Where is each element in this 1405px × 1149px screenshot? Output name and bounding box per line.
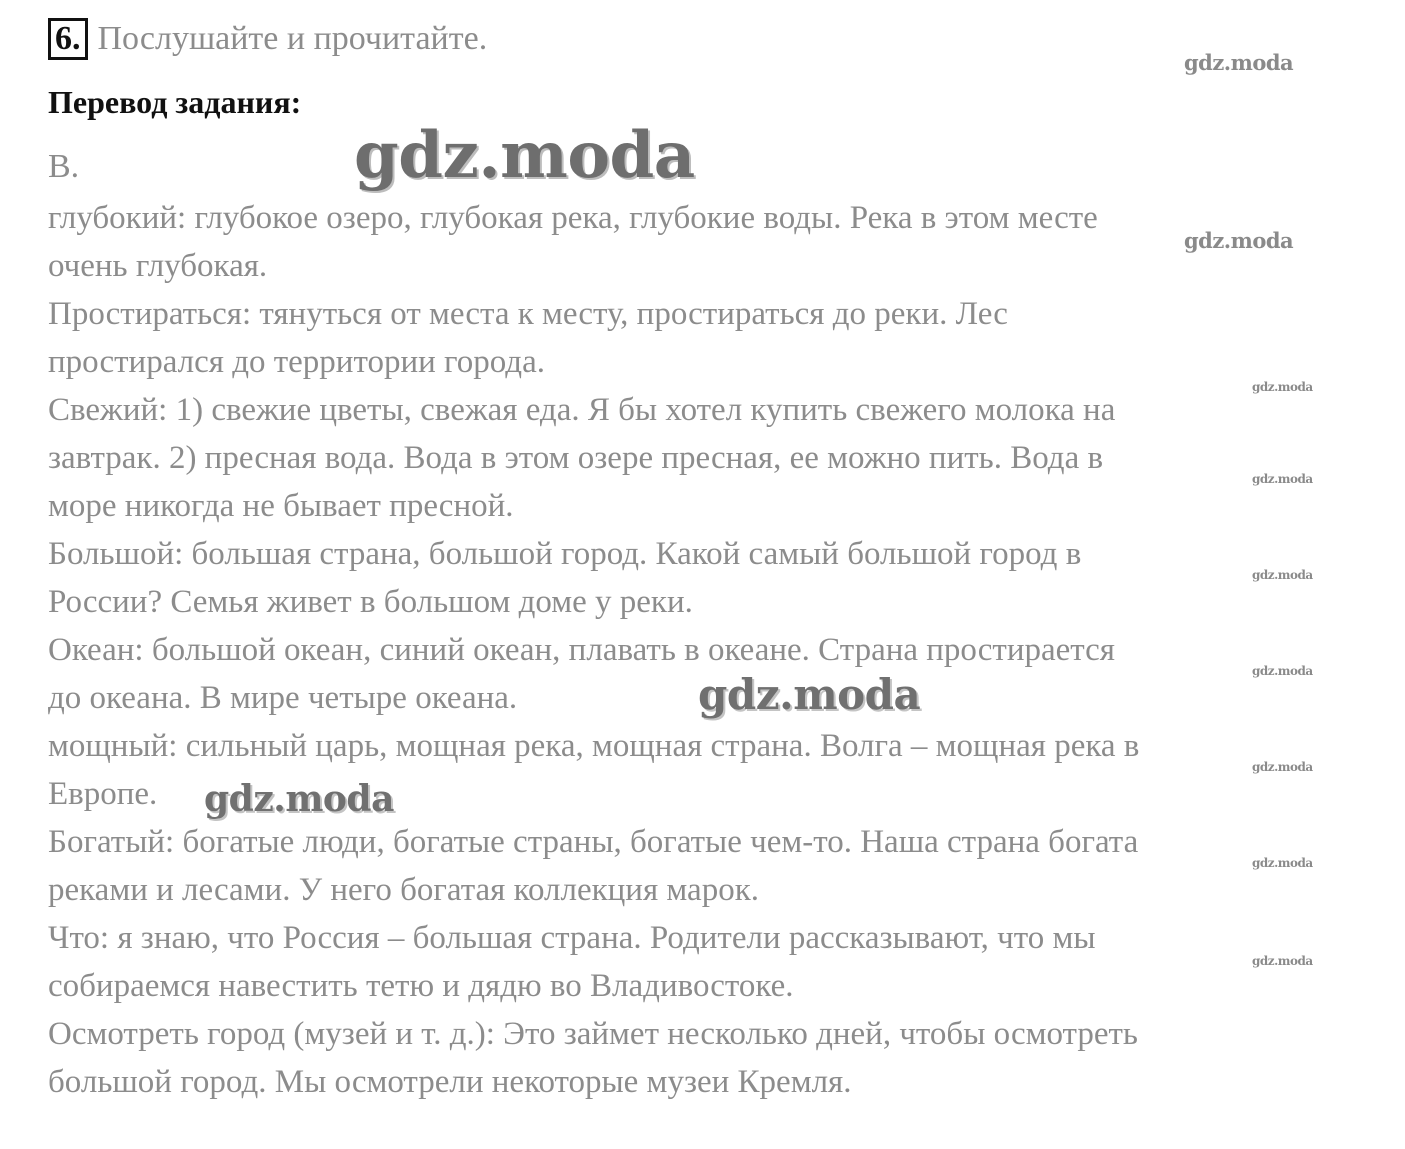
watermark: gdz.moda	[1252, 856, 1313, 870]
watermark: gdz.moda	[1252, 664, 1313, 678]
text-line: мощный: сильный царь, мощная река, мощная страна. Волга – мощная река в	[48, 728, 1140, 764]
task-header	[48, 17, 487, 61]
text-line: до океана. В мире четыре океана.	[48, 680, 518, 716]
text-line: Большой: большая страна, большой город. Какой самый большой город в	[48, 536, 1082, 572]
watermark: gdz.moda	[1252, 380, 1313, 394]
text-line: Что: я знаю, что Россия – большая страна. Родители рассказывают, что мы	[48, 920, 1096, 956]
watermark: gdz.moda	[698, 670, 921, 719]
watermark: gdz.moda	[1184, 228, 1294, 253]
watermark: gdz.moda	[1184, 50, 1294, 75]
text-line: Богатый: богатые люди, богатые страны, богатые чем-то. Наша страна богата	[48, 824, 1139, 860]
task-title: Послушайте и прочитайте.	[97, 20, 488, 57]
watermark: gdz.moda	[1252, 760, 1313, 774]
task-number: 6.	[48, 18, 88, 60]
text-line: Простираться: тянуться от места к месту, простираться до реки. Лес	[48, 296, 1008, 332]
text-line: собираемся навестить тетю и дядю во Владивостоке.	[48, 968, 794, 1004]
body-text	[48, 194, 1368, 1106]
text-line: Свежий: 1) свежие цветы, свежая еда. Я бы хотел купить свежего молока на	[48, 392, 1116, 428]
text-line: завтрак. 2) пресная вода. Вода в этом озере пресная, ее можно пить. Вода в	[48, 440, 1104, 476]
text-line: реками и лесами. У него богатая коллекция марок.	[48, 872, 759, 908]
text-line: большой город. Мы осмотрели некоторые музеи Кремля.	[48, 1064, 852, 1100]
text-line: очень глубокая.	[48, 248, 268, 284]
text-line: глубокий: глубокое озеро, глубокая река, глубокие воды. Река в этом месте	[48, 200, 1098, 236]
section-label: В.	[48, 148, 80, 185]
watermark: gdz.moda	[1252, 954, 1313, 968]
text-line: море никогда не бывает пресной.	[48, 488, 514, 524]
text-line: Европе.	[48, 776, 158, 812]
watermark: gdz.moda	[354, 118, 695, 193]
text-line: Океан: большой океан, синий океан, плавать в океане. Страна простирается	[48, 632, 1115, 668]
text-line: простирался до территории города.	[48, 344, 545, 380]
watermark: gdz.moda	[1252, 472, 1313, 486]
watermark: gdz.moda	[1252, 568, 1313, 582]
translation-heading: Перевод задания:	[48, 84, 302, 120]
text-line: Осмотреть город (музей и т. д.): Это займет несколько дней, чтобы осмотреть	[48, 1016, 1138, 1052]
watermark: gdz.moda	[204, 778, 394, 820]
text-line: России? Семья живет в большом доме у реки.	[48, 584, 693, 620]
